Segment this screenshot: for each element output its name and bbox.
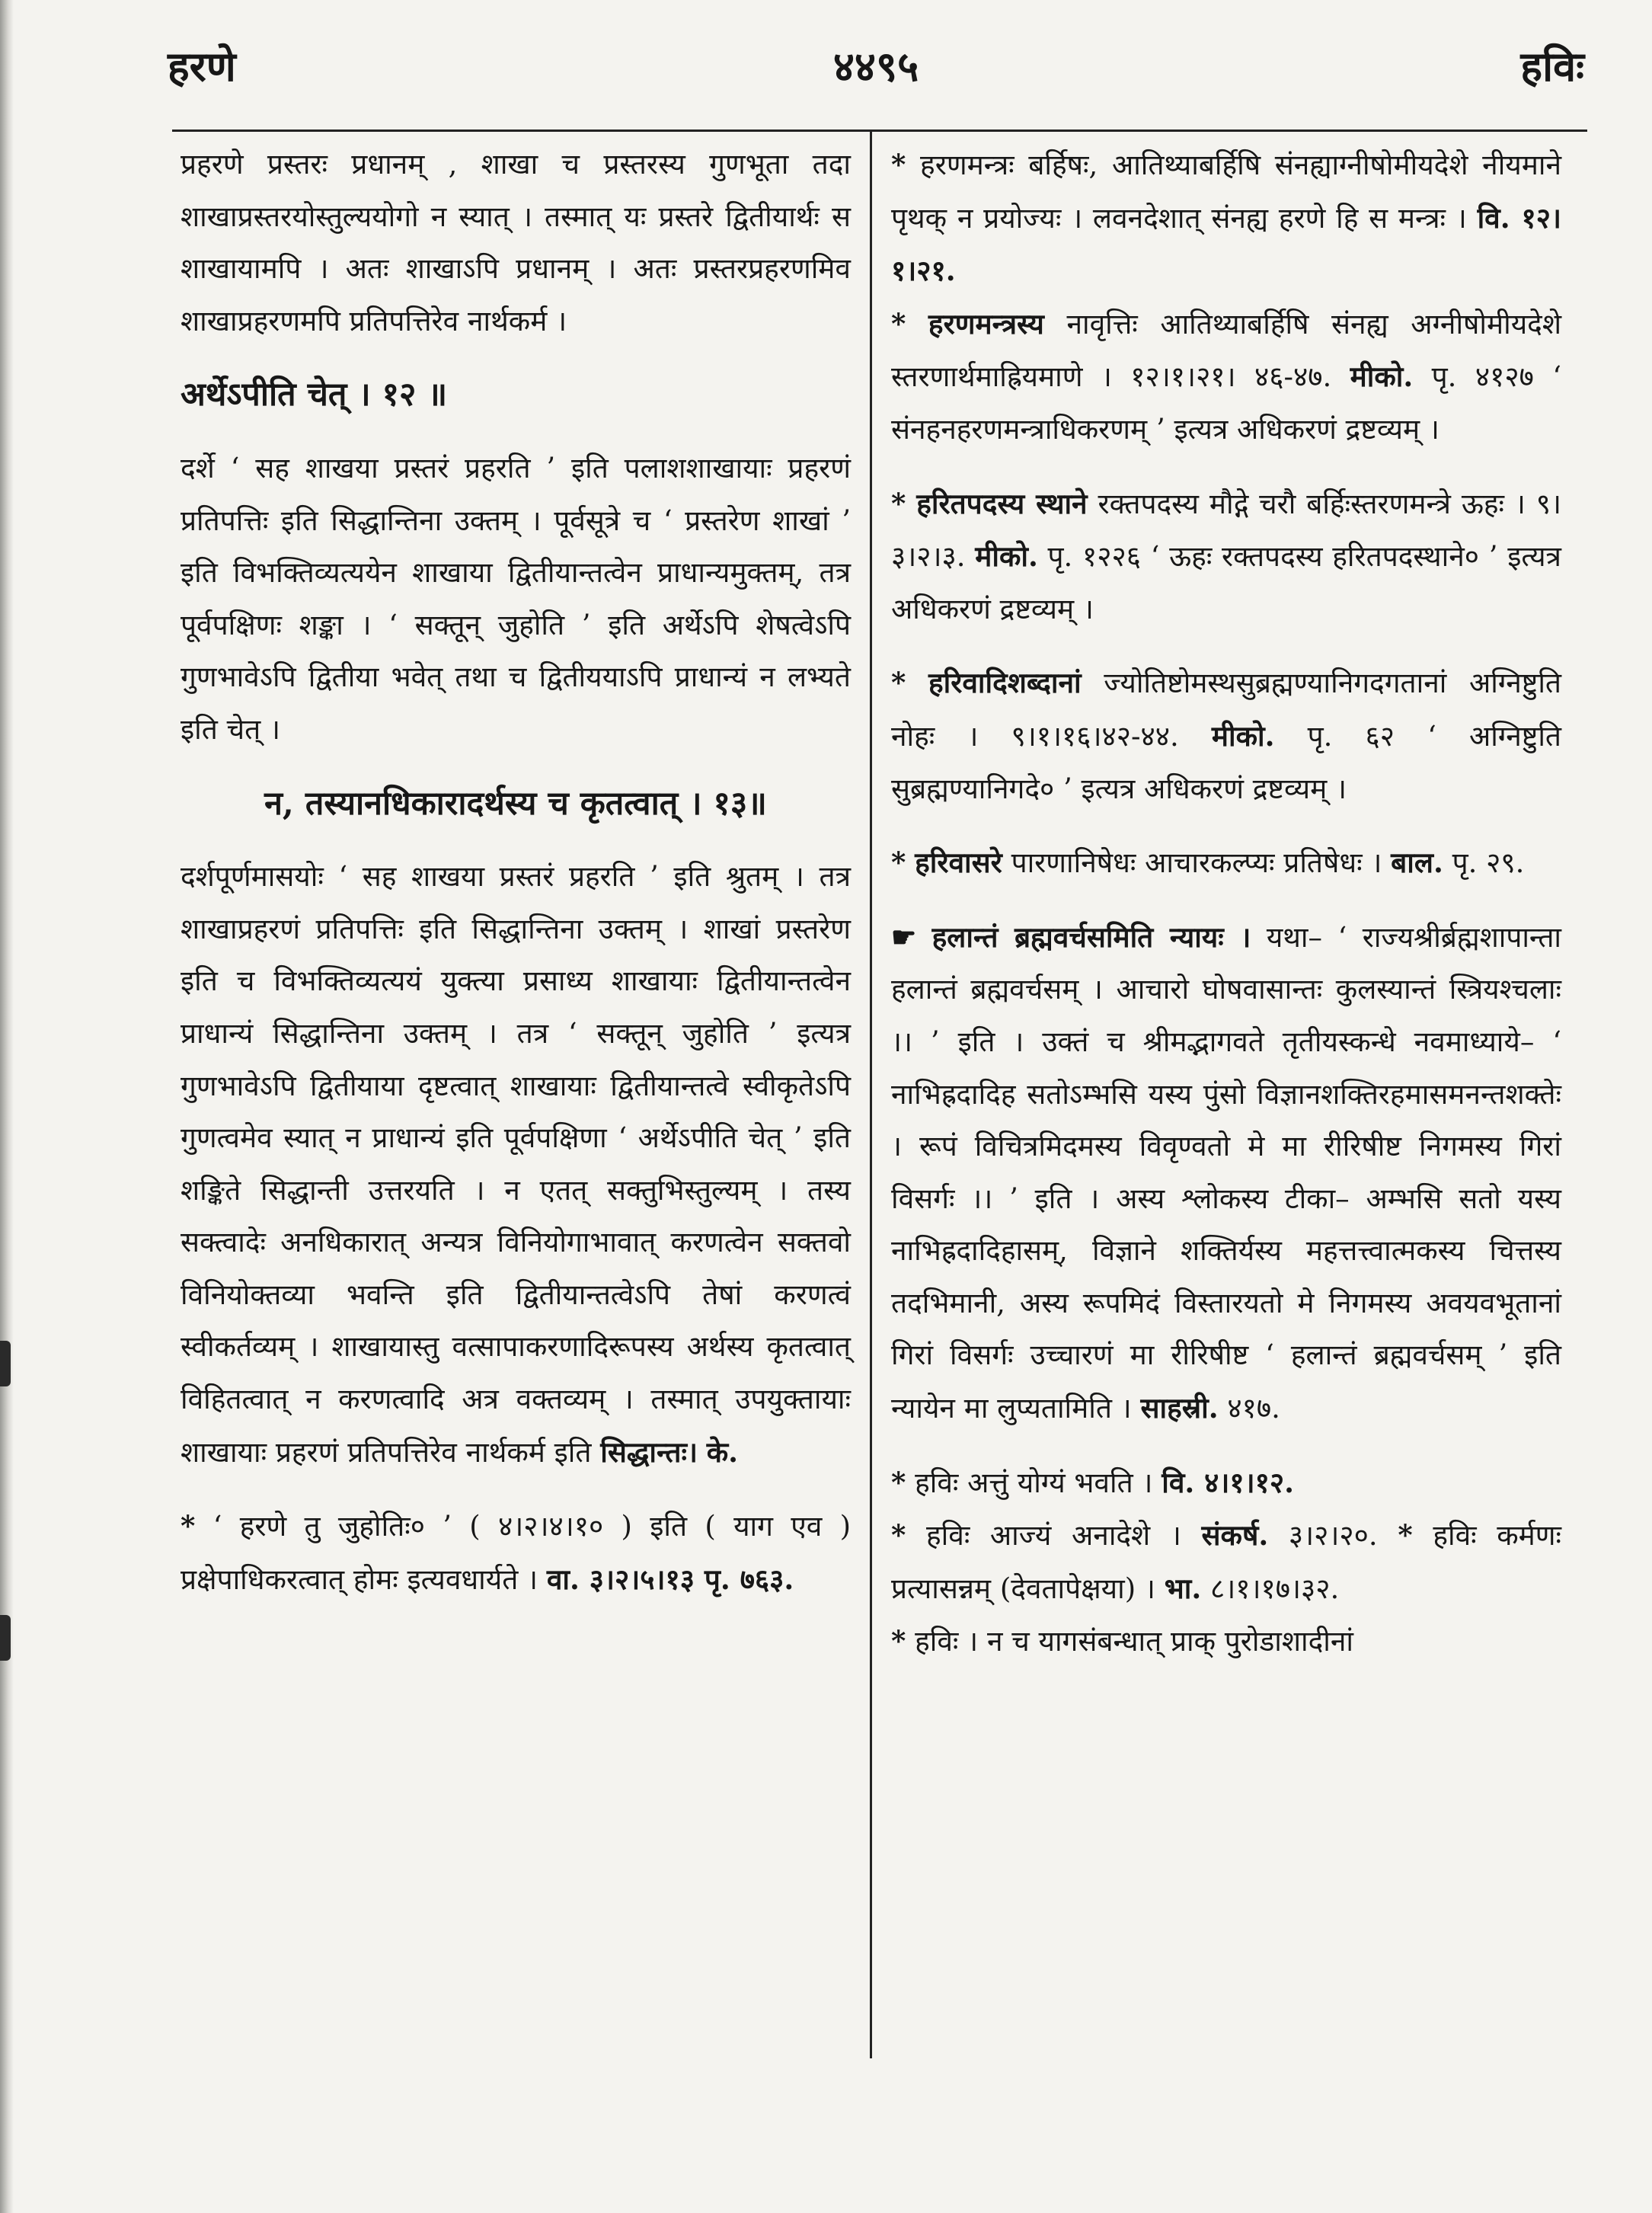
spacer: [181, 1479, 851, 1500]
entry-text: पृ. ४१२७ ‘ संनहनहरणमन्त्राधिकरणम् ’ इत्यत्र अधिकरणं द्रष्टव्यम् ।: [891, 360, 1561, 446]
entry-reference: मीको.: [975, 539, 1038, 574]
entry-headword: हलान्तं ब्रह्मवर्चसमिति न्यायः ।: [931, 919, 1251, 954]
paragraph-text: दर्शपूर्णमासयोः ‘ सह शाखया प्रस्तरं प्रहरति ’ इति श्रुतम् । तत्र शाखाप्रहरणं प्रतिपत्तिः इति सिद्धान्तिना उक्तम् । शाखां प्रस्तरेण इति च विभक्तिव्यत्ययं युक्त्या प्रसाध्य शाखायाः द्वितीयान्तत्वेन प्राधान्यं सिद्धान्तिना उक्तम् । तत्र ‘ सक्तून् जुहोति ’ इत्यत्र गुणभावेऽपि द्वितीयाया दृष्टत्वात् शाखायाः द्वितीयान्तत्वे स्वीकृतेऽपि गुणत्वमेव स्यात् न प्राधान्यं इति पूर्वपक्षिणा ‘ अर्थेऽपीति चेत् ’ इति शङ्किते सिद्धान्ती उत्तरयति । न एतत् सक्तुभिस्तुल्यम् । तस्य सक्त्वादेः अनधिकारात् अन्यत्र विनियोगाभावात् करणत्वेन सक्तवो विनियोक्तव्या भवन्ति इति द्वितीयान्तत्वेऽपि तेषां करणत्वं स्वीकर्तव्यम् । शाखायास्तु वत्सापाकरणादिरूपस्य अर्थस्य कृतत्वात् विहितत्वात् न करणत्वादि अत्र वक्तव्यम् । तस्मात् उपयुक्तायाः शाखायाः प्रहरणं प्रतिपत्तिरेव नार्थकर्म इति: [181, 860, 851, 1469]
entry: [891, 139, 1561, 298]
entry-headword: हरितपदस्य स्थाने: [916, 486, 1088, 520]
scan-notch: [0, 1341, 11, 1386]
entry: [891, 478, 1561, 636]
entry-headword: हरणमन्त्रस्य: [928, 306, 1044, 341]
asterisk-icon: *: [891, 148, 906, 181]
author-abbrev: के.: [706, 1434, 739, 1469]
entry-text: हरणमन्त्रः बर्हिषः, आतिथ्याबर्हिषि संनह्याग्नीषोमीयदेशे नीयमाने पृथक् न प्रयोज्यः । लवनदेशात् संनह्य हरणे हि स मन्त्रः ।: [891, 149, 1561, 235]
entry-reference: वि. १२।१।२१.: [891, 200, 1561, 288]
entry-text: नावृत्तिः आतिथ्याबर्हिषि संनह्य अग्नीषोमीयदेशे स्तरणार्थमाह्रियमाणे । १२।१।२१। ४६-४७.: [891, 307, 1561, 394]
entry: [181, 1500, 851, 1606]
spacer: [181, 756, 851, 778]
left-column: [181, 139, 851, 1606]
entry-text: ‘ हरणे तु जुहोतिः० ’ ( ४।२।४।१० ) इति ( याग एव ) प्रक्षेपाधिकरत्वात् होमः इत्यवधार्यते ।: [181, 1510, 852, 1596]
entry: [891, 298, 1561, 456]
entry-reference: मीको.: [1350, 360, 1414, 394]
spacer: [891, 815, 1561, 836]
entry-headword: हरिवासरे: [915, 846, 1002, 880]
entry: [891, 836, 1561, 890]
asterisk-icon: *: [891, 306, 906, 341]
entry-text: पृ. १२२६ ‘ ऊहः रक्तपदस्य हरितपदस्थाने० ’ इत्यत्र अधिकरणं द्रष्टव्यम् ।: [891, 540, 1561, 625]
spacer: [891, 456, 1561, 478]
entry-text: हविः आज्यं अनादेशे ।: [926, 1519, 1181, 1553]
entry-text: हविः । न च यागसंबन्धात् प्राक् पुरोडाशादीनां: [915, 1625, 1353, 1658]
paragraph: प्रहरणे प्रस्तरः प्रधानम् , शाखा च प्रस्तरस्य गुणभूता तदा शाखाप्रस्तरयोस्तुल्ययोगो न स्यात् । तस्मात् यः प्रस्तरे द्वितीयार्थः स शाखायामपि । अतः शाखाऽपि प्रधानम् । अतः प्रस्तरप्रहरणमिव शाखाप्रहरणमपि प्रतिपत्तिरेव नार्थकर्म ।: [181, 148, 851, 337]
spacer: [181, 347, 851, 369]
header-left-word: हरणे: [168, 42, 236, 91]
scan-edge: [0, 0, 14, 2213]
paragraph: [181, 851, 851, 1479]
entry: [891, 1509, 1561, 1615]
entry: [891, 1457, 1561, 1510]
asterisk-icon: *: [181, 1509, 196, 1543]
entry-reference: वा. ३।२।५।१३ पृ. ७६३.: [546, 1562, 794, 1596]
running-head: [168, 37, 1584, 105]
entry-reference: संकर्ष.: [1201, 1518, 1269, 1553]
asterisk-icon: *: [891, 1518, 906, 1553]
asterisk-icon: *: [891, 1624, 906, 1658]
header-rule: [172, 130, 1587, 132]
entry-text: ४१७.: [1227, 1392, 1280, 1425]
asterisk-icon: *: [891, 666, 906, 700]
paragraph: दर्शे ‘ सह शाखया प्रस्तरं प्रहरति ’ इति पलाशशाखायाः प्रहरणं प्रतिपत्तिः इति सिद्धान्तिना उक्तम् । पूर्वसूत्रे च ‘ प्रस्तरेण शाखां ’ इति विभक्तिव्यत्ययेन शाखाया द्वितीयान्तत्वेन प्राधान्यमुक्तम्, तत्र पूर्वपक्षिणः शङ्का । ‘ सक्तून् जुहोति ’ इति अर्थेऽपि शेषत्वेऽपि गुणभावेऽपि द्वितीया भवेत् तथा च द्वितीययाऽपि प्राधान्यं न लभ्यते इति चेत् ।: [181, 451, 851, 746]
entry-text: ज्योतिष्टोमस्थसुब्रह्मण्यानिगदगतानां अग्निष्टुति नोहः । ९।१।१६।४२-४४.: [891, 667, 1562, 753]
asterisk-icon: *: [891, 1465, 906, 1499]
entry-reference: साहस्री.: [1140, 1391, 1219, 1425]
header-right-word: हविः: [1520, 42, 1584, 91]
entry-reference: बाल.: [1391, 846, 1443, 880]
entry-text: यथा– ‘ राज्यश्रीर्ब्रह्मशापान्ता हलान्तं ब्रह्मवर्चसम् । आचारो घोषवासान्तः कुलस्यान्तं स्त्रियश्चलाः ।। ’ इति । उक्तं च श्रीमद्भागवते तृतीयस्कन्धे नवमाध्याये– ‘ नाभिह्रदादिह सतोऽम्भसि यस्य पुंसो विज्ञानशक्तिरहमासमनन्तशक्तेः । रूपं विचित्रमिदमस्य विवृण्वतो मे मा रीरिषीष्ट निगमस्य गिरां विसर्गः ।। ’ इति । अस्य श्लोकस्य टीका– अम्भसि सतो यस्य नाभिह्रदादिहासम्, विज्ञाने शक्तिर्यस्य महत्तत्त्वात्मकस्य चित्तस्य तदभिमानी, अस्य रूपमिदं विस्तारयतो मे निगमस्य अवयवभूतानां गिरां विसर्गः उच्चारणं मा रीरिषीष्ट ‘ हलान्तं ब्रह्मवर्चसम् ’ इति न्यायेन मा लुप्यतामिति ।: [891, 920, 1561, 1425]
asterisk-icon: *: [891, 846, 906, 880]
spacer: [891, 635, 1561, 657]
right-column: [891, 139, 1561, 1668]
spacer: [891, 890, 1561, 911]
entry: [891, 911, 1561, 1435]
entry-text: हविः अत्तुं योग्यं भवति ।: [915, 1466, 1153, 1499]
entry-text: पृ. ६२ ‘ अग्निष्टुति सुब्रह्मण्यानिगदे० ’ इत्यत्र अधिकरणं द्रष्टव्यम् ।: [891, 719, 1562, 805]
spacer: [181, 421, 851, 443]
entry-text: हविः कर्मणः प्रत्यासन्नम् (देवतापेक्षया) ।: [891, 1519, 1562, 1605]
spacer: [891, 1435, 1561, 1457]
entry: [891, 1615, 1561, 1668]
entry-text: ३।२।२०.: [1288, 1519, 1378, 1553]
page-number: ४४९५: [832, 42, 919, 91]
column-divider: [870, 131, 872, 2058]
entry-reference: मीको.: [1211, 718, 1275, 753]
entry-headword: हरिवादिशब्दानां: [928, 666, 1082, 700]
entry-text: रक्तपदस्य मौद्गे चरौ बर्हिःस्तरणमन्त्रे ऊहः । ९।३।२।३.: [891, 487, 1561, 574]
scan-notch: [0, 1615, 11, 1661]
conclusion-word: सिद्धान्तः।: [600, 1434, 698, 1469]
entry-reference: वि. ४।१।१२.: [1162, 1465, 1295, 1499]
pointing-hand-icon: ☛: [891, 919, 917, 954]
entry-text: ८।१।१७।३२.: [1209, 1572, 1340, 1605]
asterisk-icon: *: [891, 486, 906, 520]
entry-text: पारणानिषेधः आचारकल्प्यः प्रतिषेधः ।: [1011, 846, 1382, 880]
entry: [891, 657, 1561, 815]
sutra-heading: न, तस्यानधिकारादर्थस्य च कृतत्वात् । १३॥: [264, 784, 767, 823]
spacer: [181, 830, 851, 851]
asterisk-icon: *: [1398, 1518, 1413, 1553]
entry-text: पृ. २९.: [1452, 846, 1525, 880]
entry-reference: भा.: [1164, 1571, 1202, 1605]
sutra-heading: अर्थेऽपीति चेत् । १२ ॥: [181, 376, 448, 414]
